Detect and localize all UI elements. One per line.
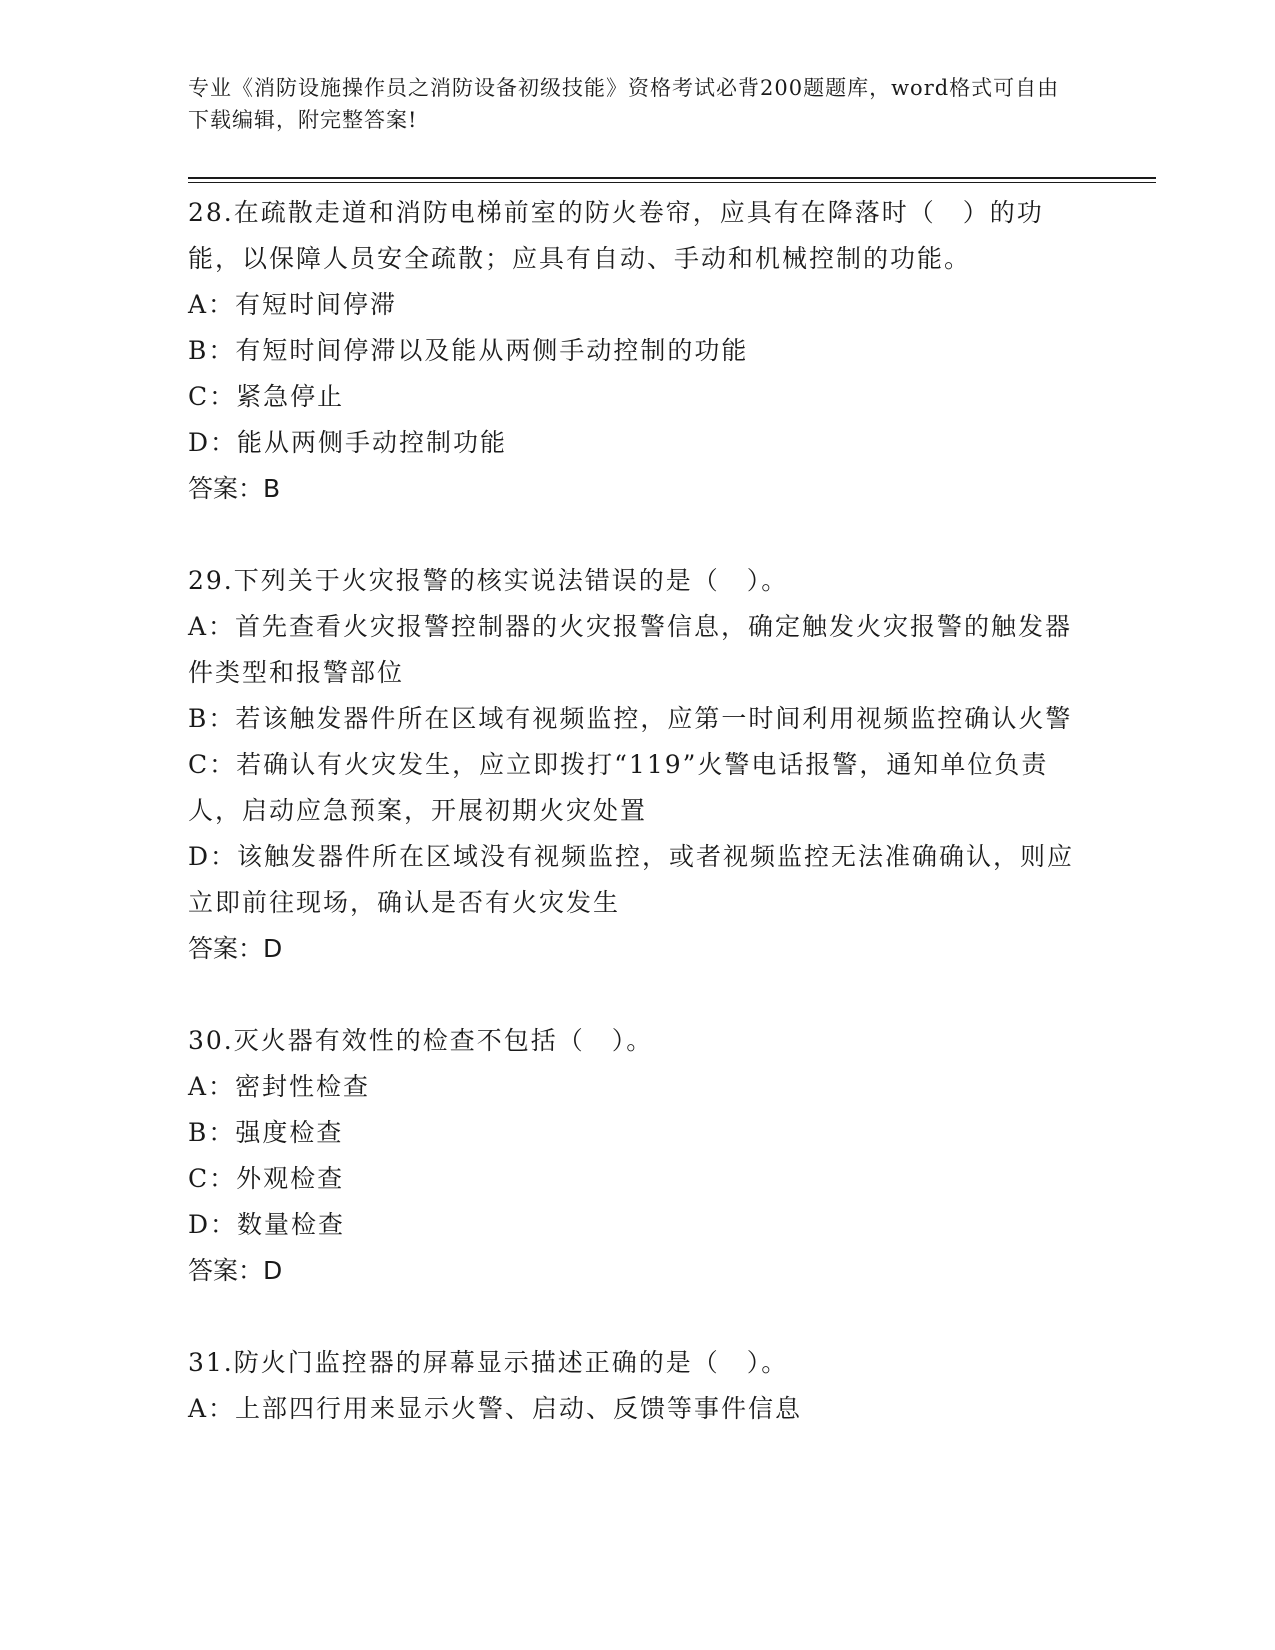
answer: 答案：D	[188, 934, 283, 963]
header-divider-thin	[188, 182, 1156, 183]
option-d: D：能从两侧手动控制功能	[188, 428, 508, 457]
question-31	[188, 1340, 1088, 1432]
option-a: A：首先查看火灾报警控制器的火灾报警信息，确定触发火灾报警的触发器件类型和报警部位	[188, 612, 1073, 687]
option-d: D：该触发器件所在区域没有视频监控，或者视频监控无法准确确认，则应立即前往现场，确认是否有火灾发生	[188, 842, 1075, 917]
question-stem: 29.下列关于火灾报警的核实说法错误的是（ ）。	[188, 566, 789, 595]
answer: 答案：B	[188, 474, 281, 503]
option-b: B：有短时间停滞以及能从两侧手动控制的功能	[188, 336, 749, 365]
document-header	[188, 72, 1068, 136]
header-divider-thick	[188, 177, 1156, 179]
option-c: C：若确认有火灾发生，应立即拨打“119”火警电话报警，通知单位负责人，启动应急预案，开展初期火灾处置	[188, 750, 1049, 825]
option-a: A：上部四行用来显示火警、启动、反馈等事件信息	[188, 1394, 803, 1423]
option-a: A：有短时间停滞	[188, 290, 398, 319]
question-stem: 31.防火门监控器的屏幕显示描述正确的是（ ）。	[188, 1348, 789, 1377]
question-stem: 30.灭火器有效性的检查不包括（ ）。	[188, 1026, 654, 1055]
option-b: B：强度检查	[188, 1118, 344, 1147]
question-30	[188, 1018, 1088, 1294]
question-stem: 28.在疏散走道和消防电梯前室的防火卷帘，应具有在降落时（ ）的功能，以保障人员安全疏散；应具有自动、手动和机械控制的功能。	[188, 198, 1044, 273]
answer: 答案：D	[188, 1256, 283, 1285]
option-c: C：外观检查	[188, 1164, 345, 1193]
question-list	[188, 190, 1088, 1478]
question-28	[188, 190, 1088, 512]
question-29	[188, 558, 1088, 972]
option-b: B：若该触发器件所在区域有视频监控，应第一时间利用视频监控确认火警	[188, 704, 1073, 733]
header-intro-text: 专业《消防设施操作员之消防设备初级技能》资格考试必背200题题库，word格式可自由下载编辑，附完整答案!	[188, 76, 1060, 132]
option-d: D：数量检查	[188, 1210, 346, 1239]
option-a: A：密封性检查	[188, 1072, 371, 1101]
option-c: C：紧急停止	[188, 382, 345, 411]
